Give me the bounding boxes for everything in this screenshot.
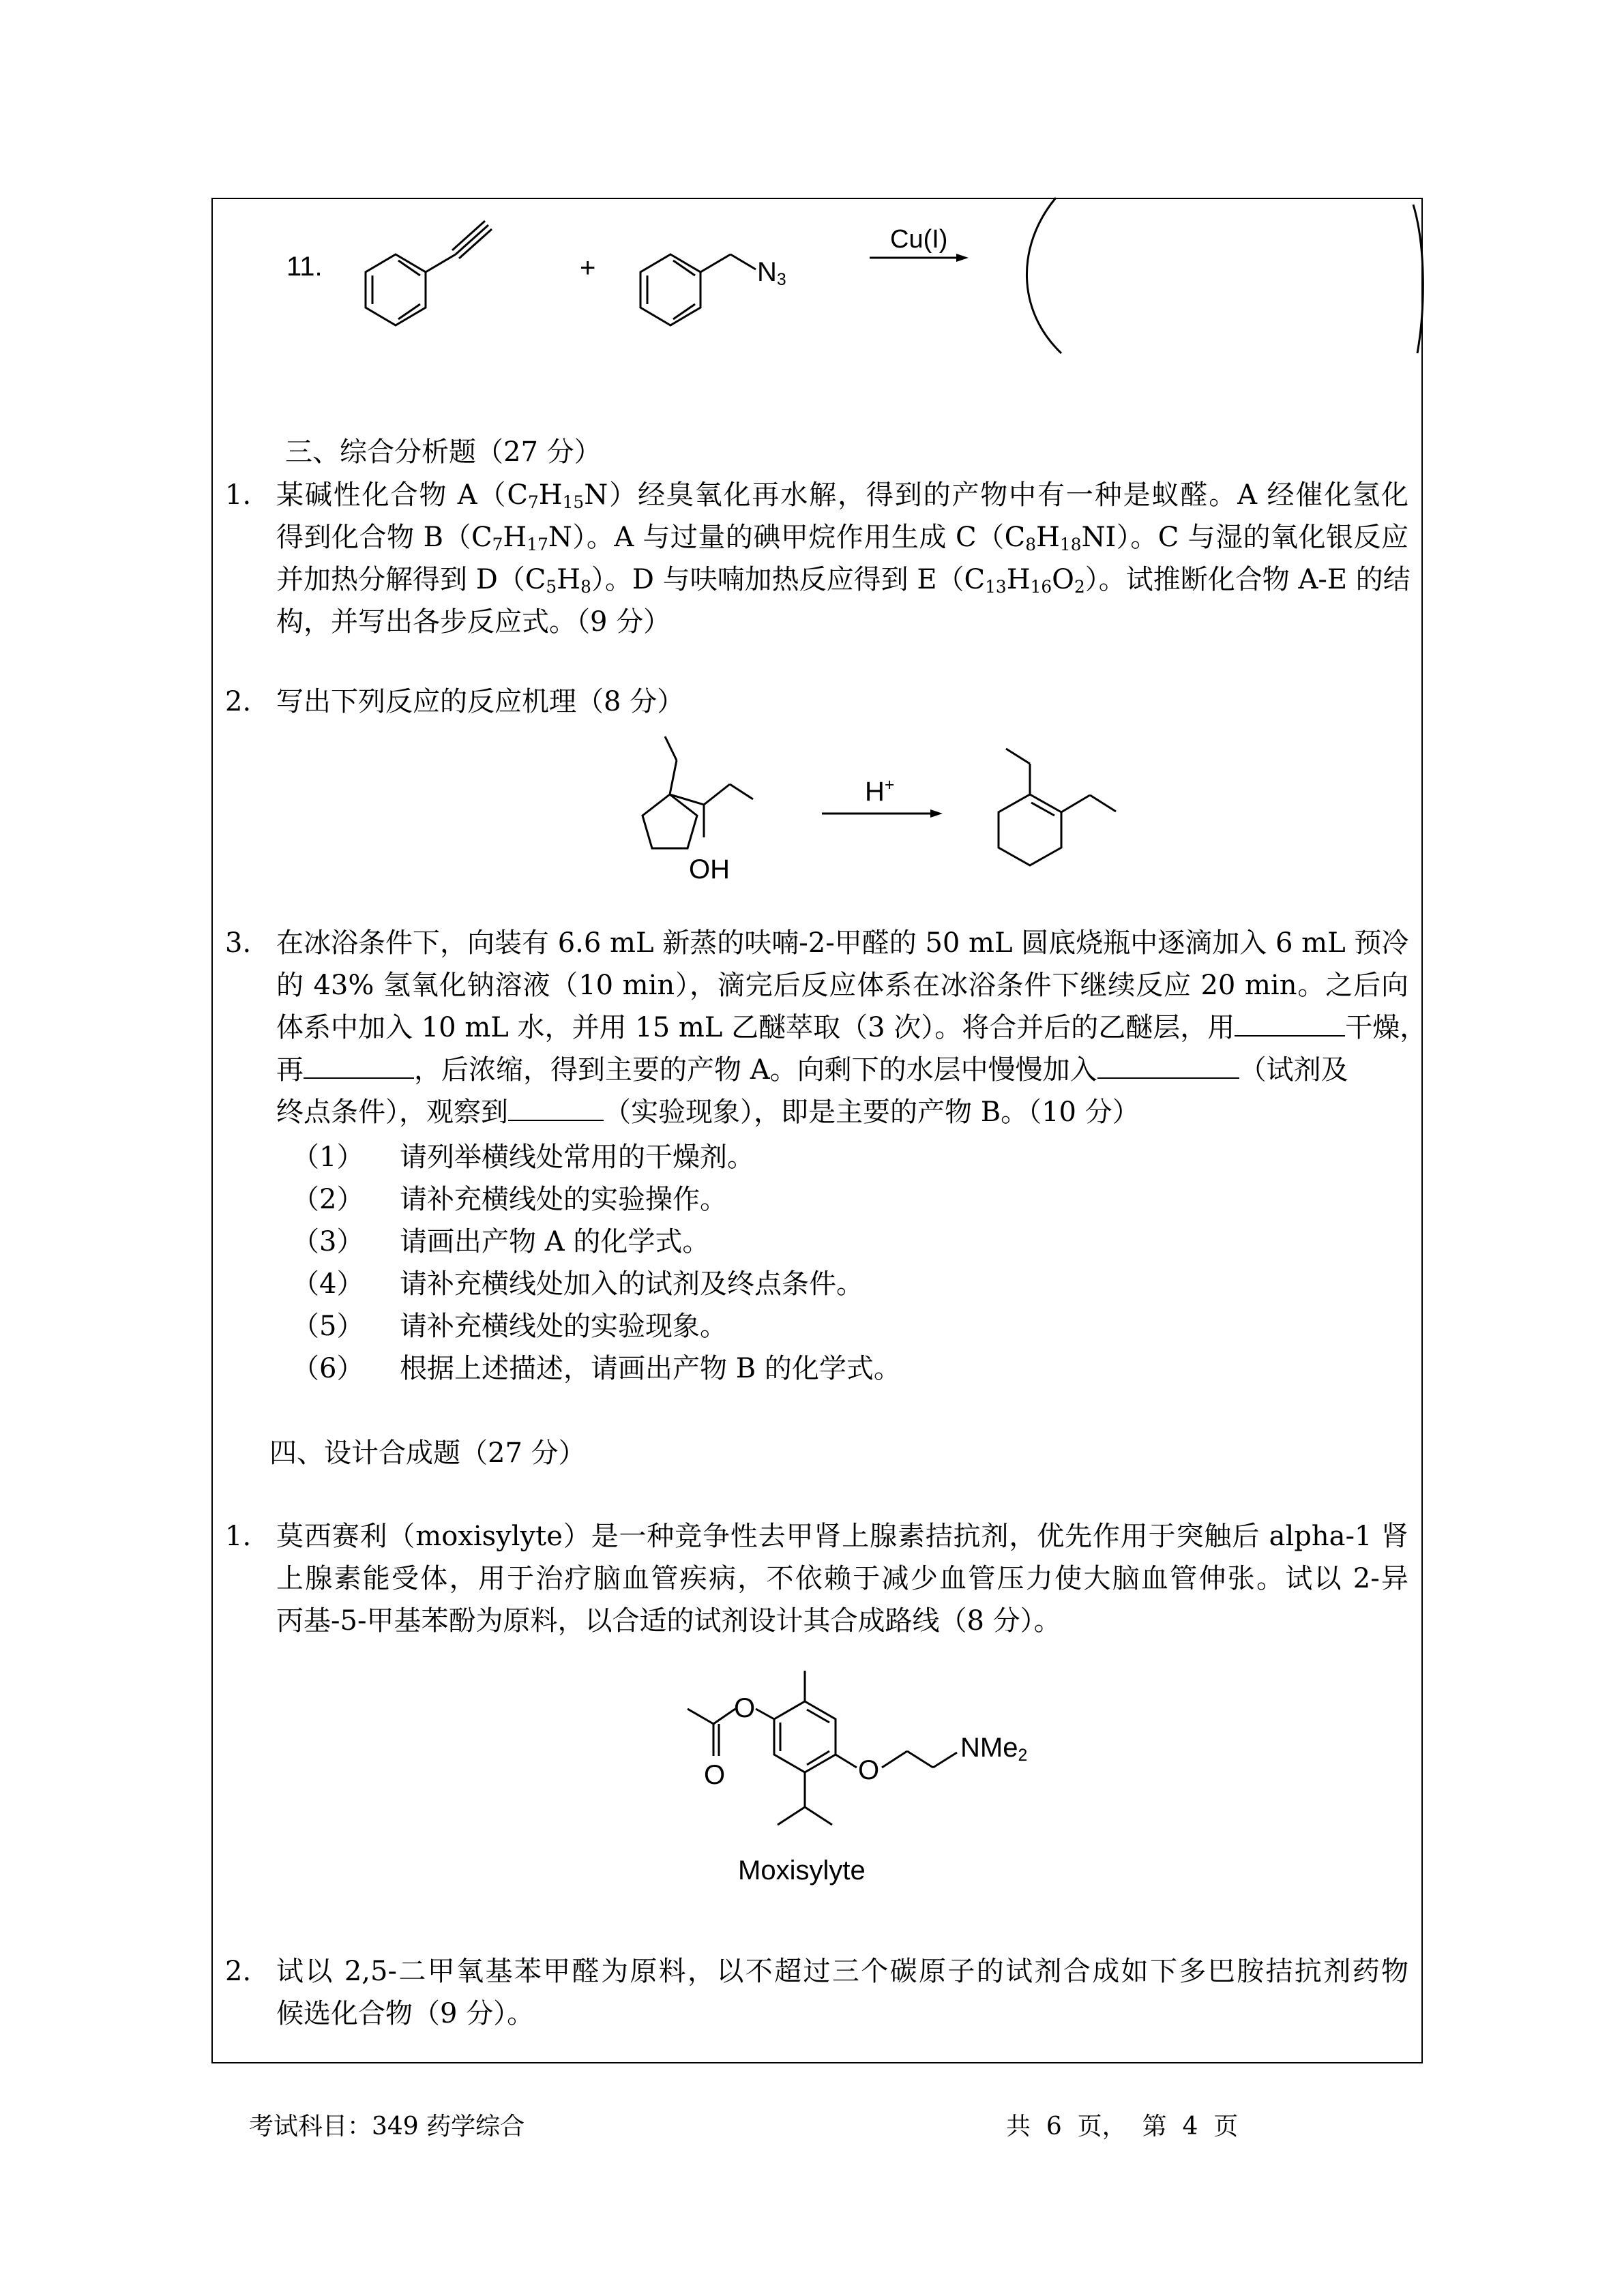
s3-q3-subquestions: （1） 请列举横线处常用的干燥剂。 （2） 请补充横线处的实验操作。 （3） 请画出产物 A 的化学式。 （4） 请补充横线处加入的试剂及终点条件。 （5） 请补充横线处的实验现象。 （6） 根据上述描述，请画出产物 B 的化学式。	[292, 1142, 901, 1384]
catalyst-label: Cu(I)	[890, 225, 948, 254]
section3-title: 三、综合分析题（27 分）	[285, 436, 602, 468]
s4-q1-text: 莫西赛利（moxisylyte）是一种竞争性去甲肾上腺素拮抗剂，优先作用于突触后 alpha-1 肾 上腺素能受体，用于治疗脑血管疾病，不依赖于减少血管压力使大脑血管伸张。试以 2-异 丙基-5-甲基苯酚为原料，以合适的试剂设计其合成路线（8 分）。	[276, 1521, 1408, 1637]
s3-q3-number: 3.	[225, 927, 252, 959]
amine-label: NMe$_2$	[960, 1733, 1028, 1765]
q11-plus: +	[580, 253, 596, 283]
carbonyl-o-label: O	[704, 1760, 726, 1790]
acid-reagent: H+	[865, 776, 895, 807]
s3-q3-text: 在冰浴条件下，向装有 6.6 mL 新蒸的呋喃-2-甲醛的 50 mL 圆底烧瓶中逐滴加入 6 mL 预冷 的 43% 氢氧化钠溶液（10 min），滴完后反应体系在冰浴条件下继续反应 20 min。之后向 体系中加入 10 mL 水，并用 15 mL 乙醚萃取（3 次）。将合并后的乙醚层，用 干燥， 再 ，后浓缩，得到主要的产物 A。向剩下的水层中慢慢加入 （试剂及 终点条件），观察到 （实验现象），即是主要的产物 B。（10 分）	[276, 927, 1428, 1128]
moxisylyte-caption: Moxisylyte	[738, 1855, 866, 1885]
s3-q2-number: 2.	[225, 686, 252, 717]
azide-label: $N_3$	[757, 257, 786, 290]
footer-pages: 共 6 页， 第 4 页	[1006, 2113, 1239, 2141]
oh-label: OH	[689, 854, 730, 884]
ether-o-label: O	[858, 1755, 880, 1785]
s4-q2-text: 试以 2,5-二甲氧基苯甲醛为原料，以不超过三个碳原子的试剂合成如下多巴胺拮抗剂药物 候选化合物（9 分）。	[276, 1956, 1408, 2029]
q11-number: 11.	[286, 252, 323, 282]
s3-q1-number: 1.	[225, 479, 252, 511]
s3-q2-text: 写出下列反应的反应机理（8 分）	[276, 686, 685, 717]
acetoxy-o-label: O	[734, 1693, 756, 1723]
s3-q1-text: 某碱性化合物 $A(C_7H_{15}N)$经臭氧化再水解，得到的产物中有一种是蚁醛。A 经催化氢化 得到化合物 $B(C_7H_{17}N)$。A 与过量的碘甲烷作用生成 $C(C_8H_{18}NI)$。C 与湿的氧化银反应 并加热分解得到 $D(C_5H_8)$。D 与呋喃加热反应得到 $E(C_{13}H_{16}O_2)$。试推断化合物 A-E 的结 构，并写出各步反应式。（9 分）	[276, 479, 1411, 638]
s4-q1-number: 1.	[225, 1521, 252, 1552]
footer-subject: 考试科目：349 药学综合	[249, 2113, 525, 2141]
s4-q2-number: 2.	[225, 1956, 252, 1987]
section4-title: 四、设计合成题（27 分）	[269, 1437, 586, 1469]
